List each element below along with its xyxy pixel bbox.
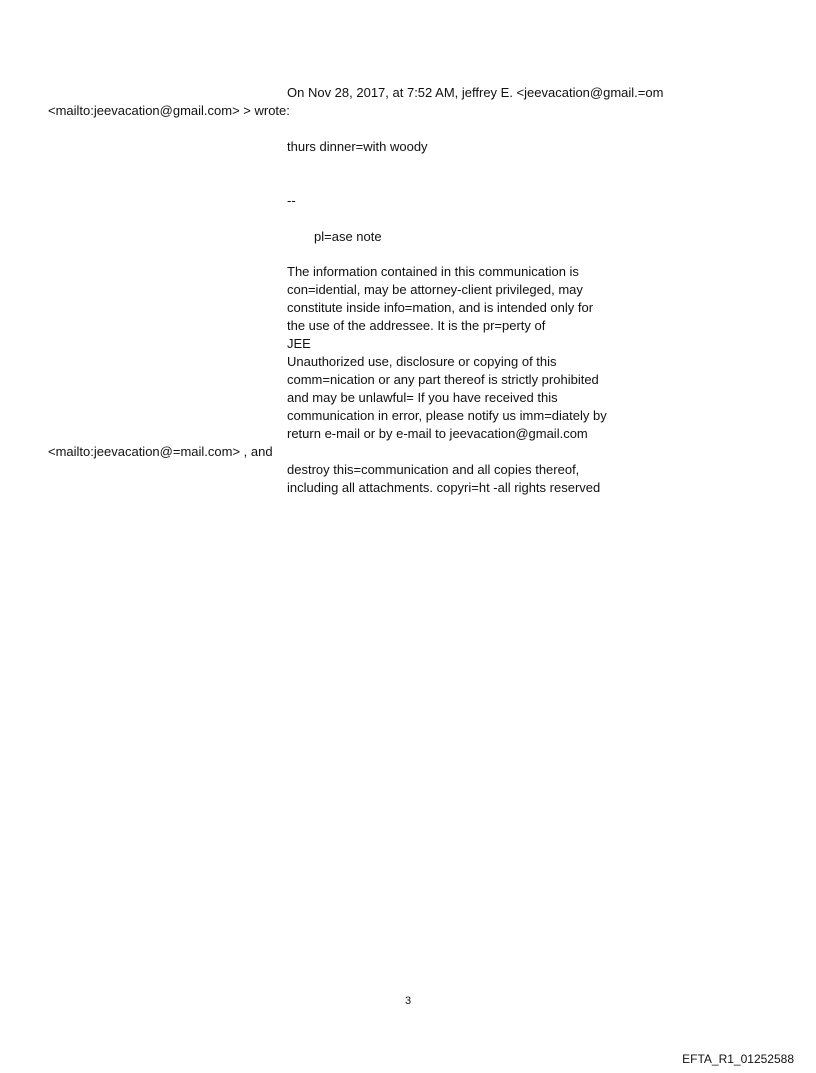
disclaimer-line: The information contained in this communication is bbox=[287, 264, 579, 279]
disclaimer-line: con=idential, may be attorney-client privileged, may bbox=[287, 282, 583, 297]
email-header-line: On Nov 28, 2017, at 7:52 AM, jeffrey E. <jeevacation@gmail.=om bbox=[287, 85, 664, 100]
disclaimer-line: communication in error, please notify us imm=diately by bbox=[287, 408, 607, 423]
email-header-mailto: <mailto:jeevacation@gmail.com> > wrote: bbox=[48, 103, 290, 118]
note-heading: pl=ase note bbox=[314, 229, 382, 244]
disclaimer-line: return e-mail or by e-mail to jeevacation@gmail.com bbox=[287, 426, 588, 441]
disclaimer-line: and may be unlawful= If you have received this bbox=[287, 390, 558, 405]
mailto-line: <mailto:jeevacation@=mail.com> , and bbox=[48, 444, 273, 459]
page-number: 3 bbox=[404, 995, 412, 1007]
closing-line: destroy this=communication and all copies thereof, bbox=[287, 462, 580, 477]
disclaimer-line: constitute inside info=mation, and is intended only for bbox=[287, 300, 594, 315]
document-id: EFTA_R1_01252588 bbox=[682, 1052, 794, 1066]
signature-separator: -- bbox=[287, 193, 296, 208]
closing-line: including all attachments. copyri=ht -all rights reserved bbox=[287, 480, 601, 495]
email-body: thurs dinner=with woody bbox=[287, 139, 428, 154]
disclaimer-line: comm=nication or any part thereof is strictly prohibited bbox=[287, 372, 599, 387]
disclaimer-block bbox=[287, 263, 647, 443]
disclaimer-line: JEE bbox=[287, 336, 311, 351]
disclaimer-line: the use of the addressee. It is the pr=perty of bbox=[287, 318, 546, 333]
disclaimer-line: Unauthorized use, disclosure or copying of this bbox=[287, 354, 557, 369]
